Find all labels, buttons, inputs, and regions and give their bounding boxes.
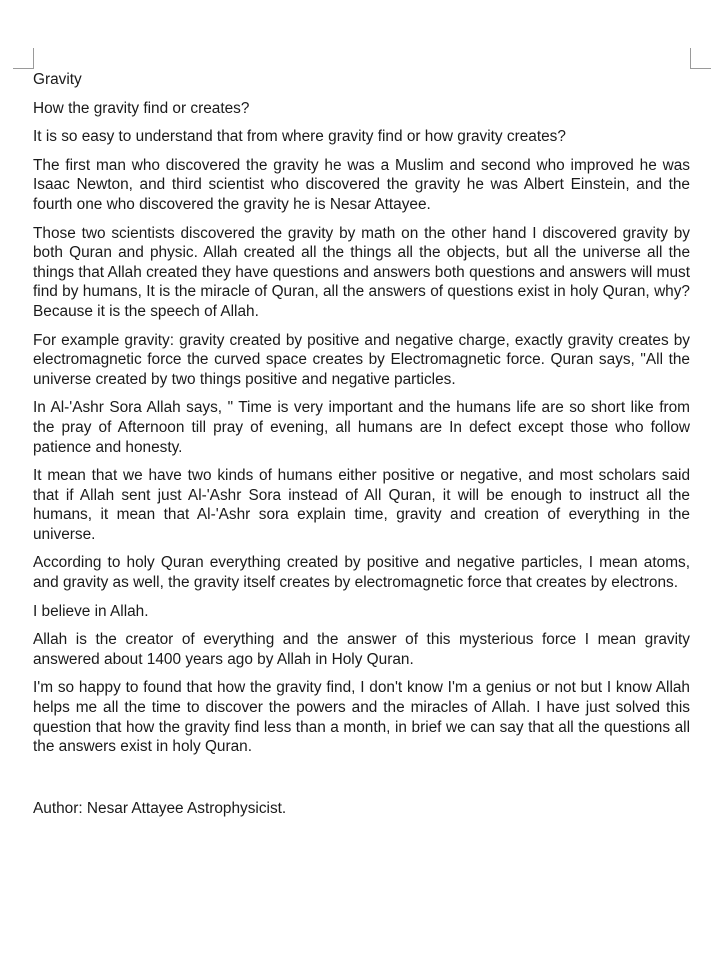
paragraph-3: The first man who discovered the gravity he was a Muslim and second who improved he was Isaac Newton, and third scientist who discovered the gravity he was Albert Einstein, and the fourth one who discovered the gravity he is Nesar Attayee. [33, 156, 690, 213]
paragraph-5: For example gravity: gravity created by positive and negative charge, exactly gravity creates by electromagnetic force the curved space creates by Electromagnetic force. Quran says, "All the universe created by two things positive and negative particles. [33, 331, 690, 388]
document-body [33, 70, 690, 827]
paragraph-8: According to holy Quran everything created by positive and negative particles, I mean atoms, and gravity as well, the gravity itself creates by electromagnetic force that creates by electrons. [33, 554, 690, 592]
document-title: Gravity [33, 71, 82, 88]
paragraph-10: Allah is the creator of everything and the answer of this mysterious force I mean gravity answered about 1400 years ago by Allah in Holy Quran. [33, 631, 690, 668]
paragraph-9: I believe in Allah. [33, 602, 149, 620]
margin-corner-mark-top-left [13, 48, 34, 69]
author-line: Author: Nesar Attayee Astrophysicist. [33, 799, 287, 817]
margin-corner-mark-top-right [690, 48, 711, 69]
paragraph-1: How the gravity find or creates? [33, 99, 250, 117]
paragraph-11: I'm so happy to found that how the gravity find, I don't know I'm a genius or not but I know Allah helps me all the time to discover the powers and the miracles of Allah. I have just solved this question that how the gravity find less than a month, in brief we can say that all the questions all the answers exist in holy Quran. [33, 679, 690, 756]
paragraph-2: It is so easy to understand that from where gravity find or how gravity creates? [33, 128, 566, 146]
paragraph-7: It mean that we have two kinds of humans either positive or negative, and most scholars said that if Allah sent just Al-'Ashr Sora instead of All Quran, it will be enough to instruct all the humans, it mean that Al-'Ashr sora explain time, gravity and creation of everything in the universe. [33, 467, 690, 543]
paragraph-4: Those two scientists discovered the gravity by math on the other hand I discovered gravity by both Quran and physic. Allah created all the things all the objects, but all the universe all the things that Allah created they have questions and answers both questions and answers will must find by humans, It is the miracle of Quran, all the answers of questions exist in holy Quran, why? Because it is the speech of Allah. [33, 224, 690, 320]
paragraph-6: In Al-'Ashr Sora Allah says, " Time is very important and the humans life are so short like from the pray of Afternoon till pray of evening, all humans are In defect except those who follow patience and honesty. [33, 399, 690, 456]
